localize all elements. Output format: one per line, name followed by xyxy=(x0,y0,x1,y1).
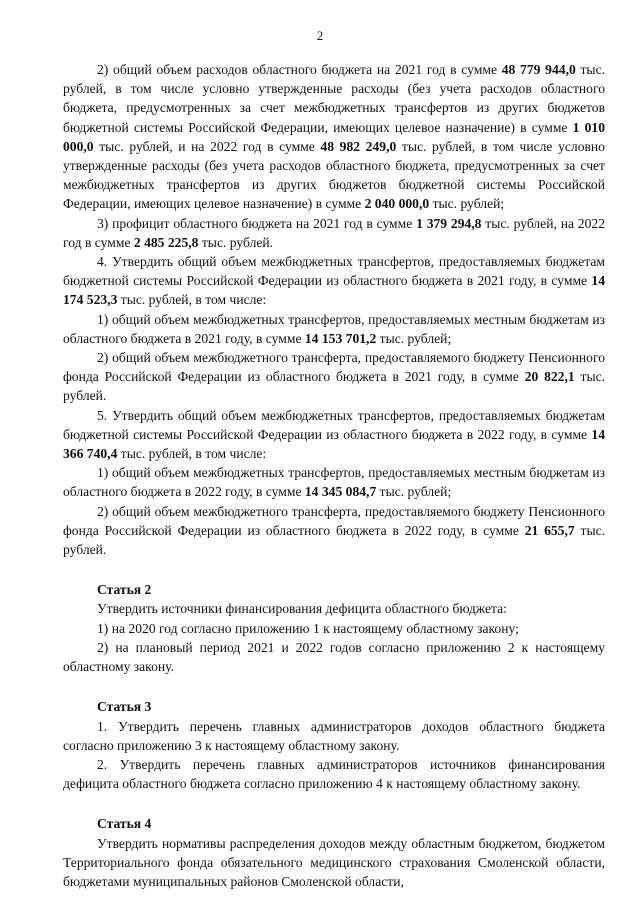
paragraph xyxy=(63,755,605,793)
paragraph xyxy=(63,252,605,310)
paragraph xyxy=(63,502,605,560)
paragraph-text: 2) общий объем межбюджетного трансферта, предоставляемого бюджету Пенсионного фонда Российской Федерации из областного бюджета в 2021 году, в сумме xyxy=(63,350,605,385)
article-heading: Статья 3 xyxy=(97,699,152,715)
paragraph-text: 4. Утвердить общий объем межбюджетных трансфертов, предоставляемых бюджетам бюджетной системы Российской Федерации из областного бюджета в 2021 году, в сумме xyxy=(63,254,605,289)
paragraph xyxy=(63,717,605,755)
article-heading: Статья 4 xyxy=(97,816,152,832)
paragraph-text: тыс. рублей; xyxy=(376,330,452,346)
paragraph xyxy=(63,638,605,676)
paragraph-text: 2. Утвердить перечень главных администраторов источников финансирования дефицита областного бюджета согласно приложению 4 к настоящему областному закону. xyxy=(63,756,605,792)
paragraph-text: 1) на 2020 год согласно приложению 1 к настоящему областному закону; xyxy=(97,620,519,636)
paragraph xyxy=(63,214,605,252)
paragraph-text: тыс. рублей, и на 2022 год в сумме xyxy=(93,138,321,154)
paragraph xyxy=(63,834,605,892)
paragraph-text: 2) общий объем межбюджетного трансферта, предоставляемого бюджету Пенсионного фонда Российской Федерации из областного бюджета в 2022 году, в сумме xyxy=(63,503,605,538)
amount-value: 20 822,1 xyxy=(524,369,575,385)
paragraph xyxy=(63,463,605,501)
paragraph-text: тыс. рублей; xyxy=(429,196,505,212)
paragraph xyxy=(63,348,605,406)
amount-value: 14 366 740,4 xyxy=(63,426,605,462)
paragraph-text: 5. Утвердить общий объем межбюджетных трансфертов, предоставляемых бюджетам бюджетной системы Российской Федерации из областного бюджета в 2022 году, в сумме xyxy=(63,407,605,442)
amount-value: 1 010 000,0 xyxy=(63,119,605,154)
page-number: 2 xyxy=(316,28,324,43)
paragraph-text: 2) на плановый период 2021 и 2022 годов согласно приложению 2 к настоящему областному закону. xyxy=(63,639,605,675)
amount-value: 21 655,7 xyxy=(524,522,575,538)
paragraph xyxy=(63,406,605,464)
amount-value: 1 379 294,8 xyxy=(416,215,482,231)
paragraph-text: тыс. рублей. xyxy=(198,234,274,250)
paragraph-text: Утвердить нормативы распределения доходов между областным бюджетом, бюджетом Территориального фонда обязательного медицинского страхования Смоленской области, бюджетами муниципальных районов Смоленской области, xyxy=(63,835,605,889)
amount-value: 2 485 225,8 xyxy=(133,234,199,250)
amount-value: 14 345 084,7 xyxy=(304,484,377,500)
paragraph-text: тыс. рублей, на 2022 год в сумме xyxy=(63,215,605,250)
paragraph-text: 1. Утвердить перечень главных администраторов доходов областного бюджета согласно приложению 3 к настоящему областному закону. xyxy=(63,718,605,753)
paragraph xyxy=(63,310,605,348)
paragraph xyxy=(63,619,605,638)
paragraph-text: тыс. рублей. xyxy=(63,369,606,404)
paragraph-text: Утвердить источники финансирования дефицита областного бюджета: xyxy=(97,601,507,617)
paragraph xyxy=(63,599,605,618)
paragraph-text: тыс. рублей, в том числе: xyxy=(117,446,267,462)
amount-value: 14 153 701,2 xyxy=(304,330,377,346)
paragraph-text: тыс. рублей, в том числе условно утвержденные расходы (без учета расходов областного бюджета, предусмотренных за счет межбюджетных трансфертов из других бюджетов бюджетной системы Российской Федерации, имеющих целевое назначение) в сумме xyxy=(63,62,605,135)
paragraph xyxy=(63,60,605,214)
paragraph-text: тыс. рублей. xyxy=(63,522,606,558)
paragraph-text: тыс. рублей, в том числе условно утвержденные расходы (без учета расходов областного бюджета, предусмотренных за счет межбюджетных трансфертов из других бюджетов бюджетной системы Российской Федерации, имеющих целевое назначение) в сумме xyxy=(63,138,605,212)
paragraph-text: тыс. рублей; xyxy=(376,484,452,500)
paragraph-text: 1) общий объем межбюджетных трансфертов, предоставляемых местным бюджетам из областного бюджета в 2022 году, в сумме xyxy=(63,465,605,500)
paragraph-text: 2) общий объем расходов областного бюджета на 2021 год в сумме xyxy=(97,62,502,77)
amount-value: 48 779 944,0 xyxy=(501,62,576,77)
paragraph-text: 3) профицит областного бюджета на 2021 год в сумме xyxy=(97,215,417,231)
amount-value: 2 040 000,0 xyxy=(364,196,430,212)
document-body xyxy=(63,60,605,891)
paragraph-text: 1) общий объем межбюджетных трансфертов, предоставляемых местным бюджетам из областного бюджета в 2021 году, в сумме xyxy=(63,311,605,346)
amount-value: 48 982 249,0 xyxy=(320,138,397,154)
amount-value: 14 174 523,3 xyxy=(63,273,605,308)
article-heading: Статья 2 xyxy=(97,582,152,598)
paragraph-text: тыс. рублей, в том числе: xyxy=(117,292,267,308)
